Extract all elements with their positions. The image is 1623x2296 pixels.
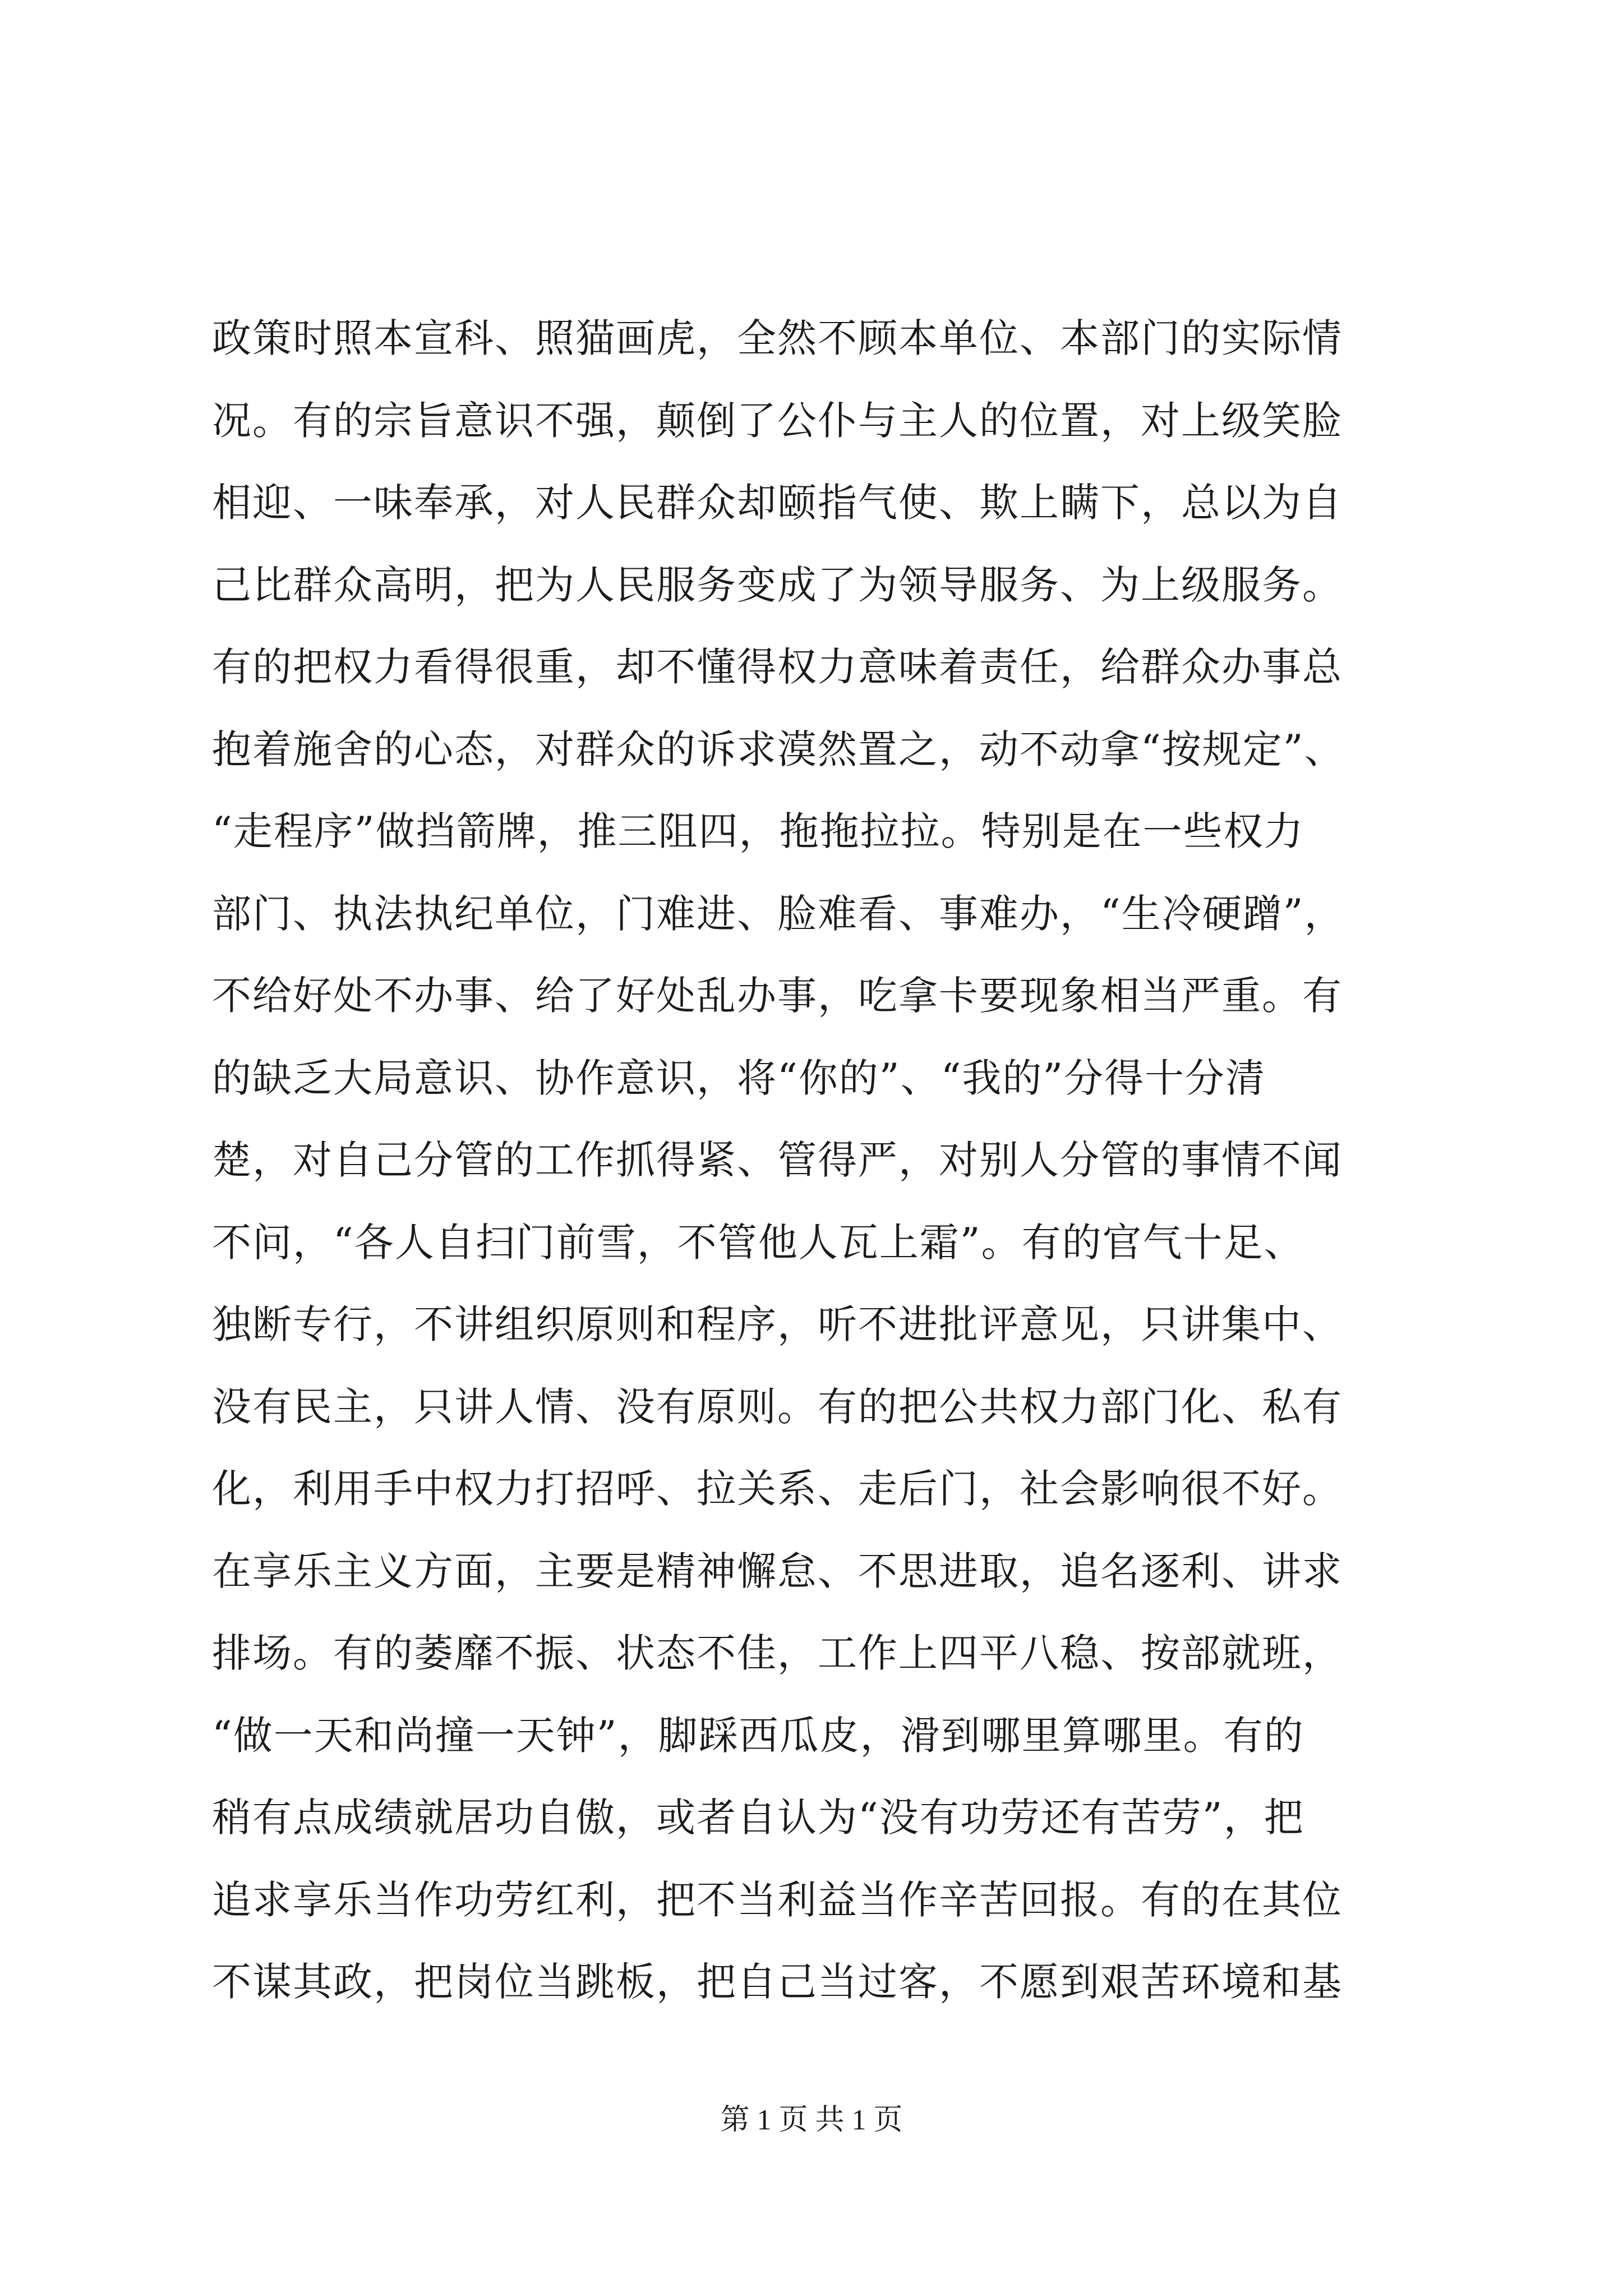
text-line: 在享乐主义方面，主要是精神懈怠、不思进取，追名逐利、讲求 [212,1548,1343,1594]
text-line: 的缺乏大局意识、协作意识，将“你的”、“我的”分得十分清 [212,1055,1266,1101]
text-line: 有的把权力看得很重，却不懂得权力意味着责任，给群众办事总 [212,644,1343,690]
text-line: 抱着施舍的心态，对群众的诉求漠然置之，动不动拿“按规定”、 [212,726,1345,772]
page-number-footer: 第 1 页 共 1 页 [720,2104,903,2136]
text-line: 部门、执法执纪单位，门难进、脸难看、事难办，“生冷硬蹭”， [212,890,1345,937]
text-line: “走程序”做挡箭牌，推三阻四，拖拖拉拉。特别是在一些权力 [212,808,1304,854]
text-line: 楚，对自己分管的工作抓得紧、管得严，对别人分管的事情不闻 [212,1137,1343,1183]
text-line: 没有民主，只讲人情、没有原则。有的把公共权力部门化、私有 [212,1383,1343,1430]
text-line: 化，利用手中权力打招呼、拉关系、走后门，社会影响很不好。 [212,1466,1343,1512]
text-line: 稍有点成绩就居功自傲，或者自认为“没有功劳还有苦劳”，把 [212,1795,1304,1841]
text-line: 排场。有的萎靡不振、状态不佳，工作上四平八稳、按部就班， [212,1630,1343,1676]
text-line: “做一天和尚撞一天钟”，脚踩西瓜皮，滑到哪里算哪里。有的 [212,1712,1304,1759]
text-line: 不给好处不办事、给了好处乱办事，吃拿卡要现象相当严重。有 [212,973,1343,1019]
text-line: 不问，“各人自扫门前雪，不管他人瓦上霜”。有的官气十足、 [212,1219,1304,1266]
text-line: 相迎、一味奉承，对人民群众却颐指气使、欺上瞒下，总以为自 [212,480,1343,526]
text-line: 独断专行，不讲组织原则和程序，听不进批评意见，只讲集中、 [212,1301,1343,1347]
text-line: 己比群众高明，把为人民服务变成了为领导服务、为上级服务。 [212,562,1343,608]
text-line: 不谋其政，把岗位当跳板，把自己当过客，不愿到艰苦环境和基 [212,1959,1343,2005]
text-line: 追求享乐当作功劳红利，把不当利益当作辛苦回报。有的在其位 [212,1876,1343,1923]
body-text [212,297,1412,2023]
text-line: 政策时照本宣科、照猫画虎，全然不顾本单位、本部门的实际情 [212,315,1343,361]
text-line: 况。有的宗旨意识不强，颠倒了公仆与主人的位置，对上级笑脸 [212,397,1343,444]
